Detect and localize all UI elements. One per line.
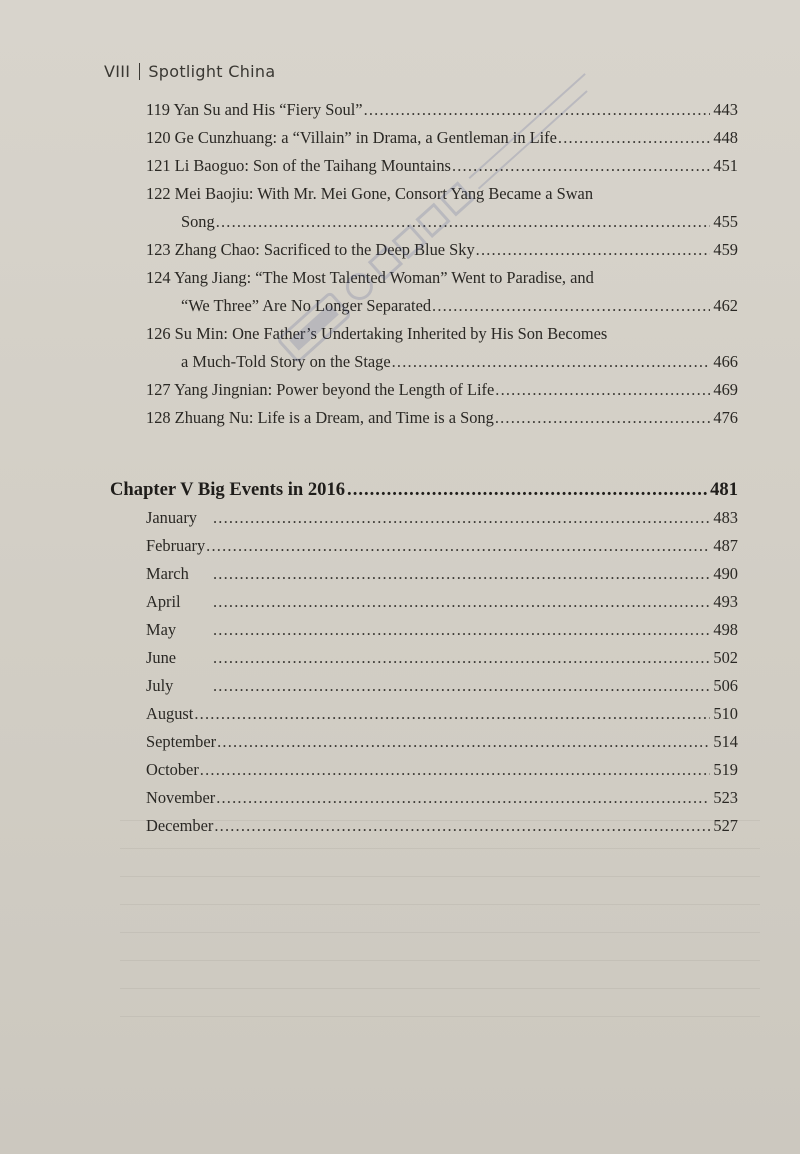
month-page: 502 — [713, 648, 738, 667]
dot-leader — [194, 704, 710, 724]
month-label: November — [146, 788, 216, 807]
month-page: 487 — [713, 536, 738, 555]
month-page: 510 — [713, 704, 738, 723]
book-title: Spotlight China — [148, 62, 276, 81]
month-label: July — [146, 676, 174, 695]
dot-leader — [206, 536, 710, 556]
chapter-title: Chapter V Big Events in 2016 — [110, 479, 346, 500]
month-label: September — [146, 732, 217, 751]
toc-entry — [146, 408, 738, 428]
dot-leader — [495, 408, 711, 428]
month-entry — [146, 704, 738, 724]
month-entry — [146, 620, 738, 640]
toc-entry-page: 459 — [713, 240, 738, 259]
dot-leader — [364, 100, 711, 120]
toc-entry-page: 469 — [713, 380, 738, 399]
toc-entry-first-line: 126 Su Min: One Father’s Undertaking Inherited by His Son Becomes — [146, 324, 608, 343]
toc-entry — [146, 380, 738, 400]
month-page: 523 — [713, 788, 738, 807]
toc-entry — [146, 156, 738, 176]
month-label: December — [146, 816, 214, 835]
month-entry — [146, 564, 738, 584]
month-page: 490 — [713, 564, 738, 583]
month-page: 506 — [713, 676, 738, 695]
month-page: 514 — [713, 732, 738, 751]
dot-leader — [217, 732, 710, 752]
toc-entry-first-line: 124 Yang Jiang: “The Most Talented Woman” Went to Paradise, and — [146, 268, 594, 287]
toc-entry — [181, 212, 738, 232]
dot-leader — [216, 212, 711, 232]
page-numeral: VIII — [104, 62, 131, 81]
month-label: April — [146, 592, 181, 611]
month-label: June — [146, 648, 177, 667]
month-page: 493 — [713, 592, 738, 611]
show-through-lines — [120, 820, 760, 1070]
month-entry — [146, 592, 738, 612]
month-page: 483 — [713, 508, 738, 527]
month-label: March — [146, 564, 189, 583]
dot-leader — [216, 788, 710, 808]
month-entry — [146, 508, 738, 528]
month-label: January — [146, 508, 197, 527]
toc-entry-label: 128 Zhuang Nu: Life is a Dream, and Time is a Song — [146, 408, 494, 427]
dot-leader — [495, 380, 710, 400]
toc-entry-page: 455 — [713, 212, 738, 231]
dot-leader — [214, 816, 710, 836]
month-page: 498 — [713, 620, 738, 639]
dot-leader — [432, 296, 710, 316]
toc-entry-label: “We Three” Are No Longer Separated — [181, 296, 432, 315]
month-entry — [146, 732, 738, 752]
month-page: 527 — [713, 816, 738, 835]
month-entry — [146, 648, 738, 668]
month-label: August — [146, 704, 194, 723]
dot-leader — [392, 352, 711, 372]
dot-leader — [213, 648, 710, 668]
month-entry — [146, 816, 738, 836]
dot-leader — [213, 620, 710, 640]
toc-entry-page: 466 — [713, 352, 738, 371]
toc-entry — [146, 128, 738, 148]
toc-entry — [146, 240, 738, 260]
dot-leader — [452, 156, 710, 176]
header-divider — [139, 63, 140, 80]
month-label: February — [146, 536, 206, 555]
toc-entry-label: 119 Yan Su and His “Fiery Soul” — [146, 100, 363, 119]
dot-leader — [558, 128, 710, 148]
month-entry — [146, 676, 738, 696]
dot-leader — [476, 240, 711, 260]
dot-leader — [213, 676, 710, 696]
dot-leader — [213, 508, 710, 528]
chapter-heading — [110, 479, 738, 501]
month-entry — [146, 788, 738, 808]
dot-leader — [200, 760, 711, 780]
toc-entry — [181, 296, 738, 316]
toc-entry-label: a Much-Told Story on the Stage — [181, 352, 391, 371]
toc-entry-page: 476 — [713, 408, 738, 427]
dot-leader — [213, 592, 710, 612]
toc-entry-page: 448 — [713, 128, 738, 147]
month-label: May — [146, 620, 177, 639]
toc-entry-label: 127 Yang Jingnian: Power beyond the Length of Life — [146, 380, 495, 399]
month-page: 519 — [713, 760, 738, 779]
month-entry — [146, 760, 738, 780]
toc-entry-page: 462 — [713, 296, 738, 315]
dot-leader — [213, 564, 710, 584]
toc-entry-page: 451 — [713, 156, 738, 175]
toc-entry-label: 120 Ge Cunzhuang: a “Villain” in Drama, a Gentleman in Life — [146, 128, 557, 147]
toc-entry-label: Song — [181, 212, 215, 231]
toc-entry — [146, 100, 738, 120]
toc-entry-label: 121 Li Baoguo: Son of the Taihang Mountains — [146, 156, 451, 175]
dot-leader — [347, 479, 708, 501]
toc-entry-page: 443 — [713, 100, 738, 119]
month-label: October — [146, 760, 199, 779]
toc-entry-first-line: 122 Mei Baojiu: With Mr. Mei Gone, Consort Yang Became a Swan — [146, 184, 594, 203]
month-entry — [146, 536, 738, 556]
toc-entry — [181, 352, 738, 372]
chapter-page: 481 — [710, 479, 738, 500]
toc-entry-label: 123 Zhang Chao: Sacrificed to the Deep Blue Sky — [146, 240, 475, 259]
running-header — [104, 62, 275, 81]
